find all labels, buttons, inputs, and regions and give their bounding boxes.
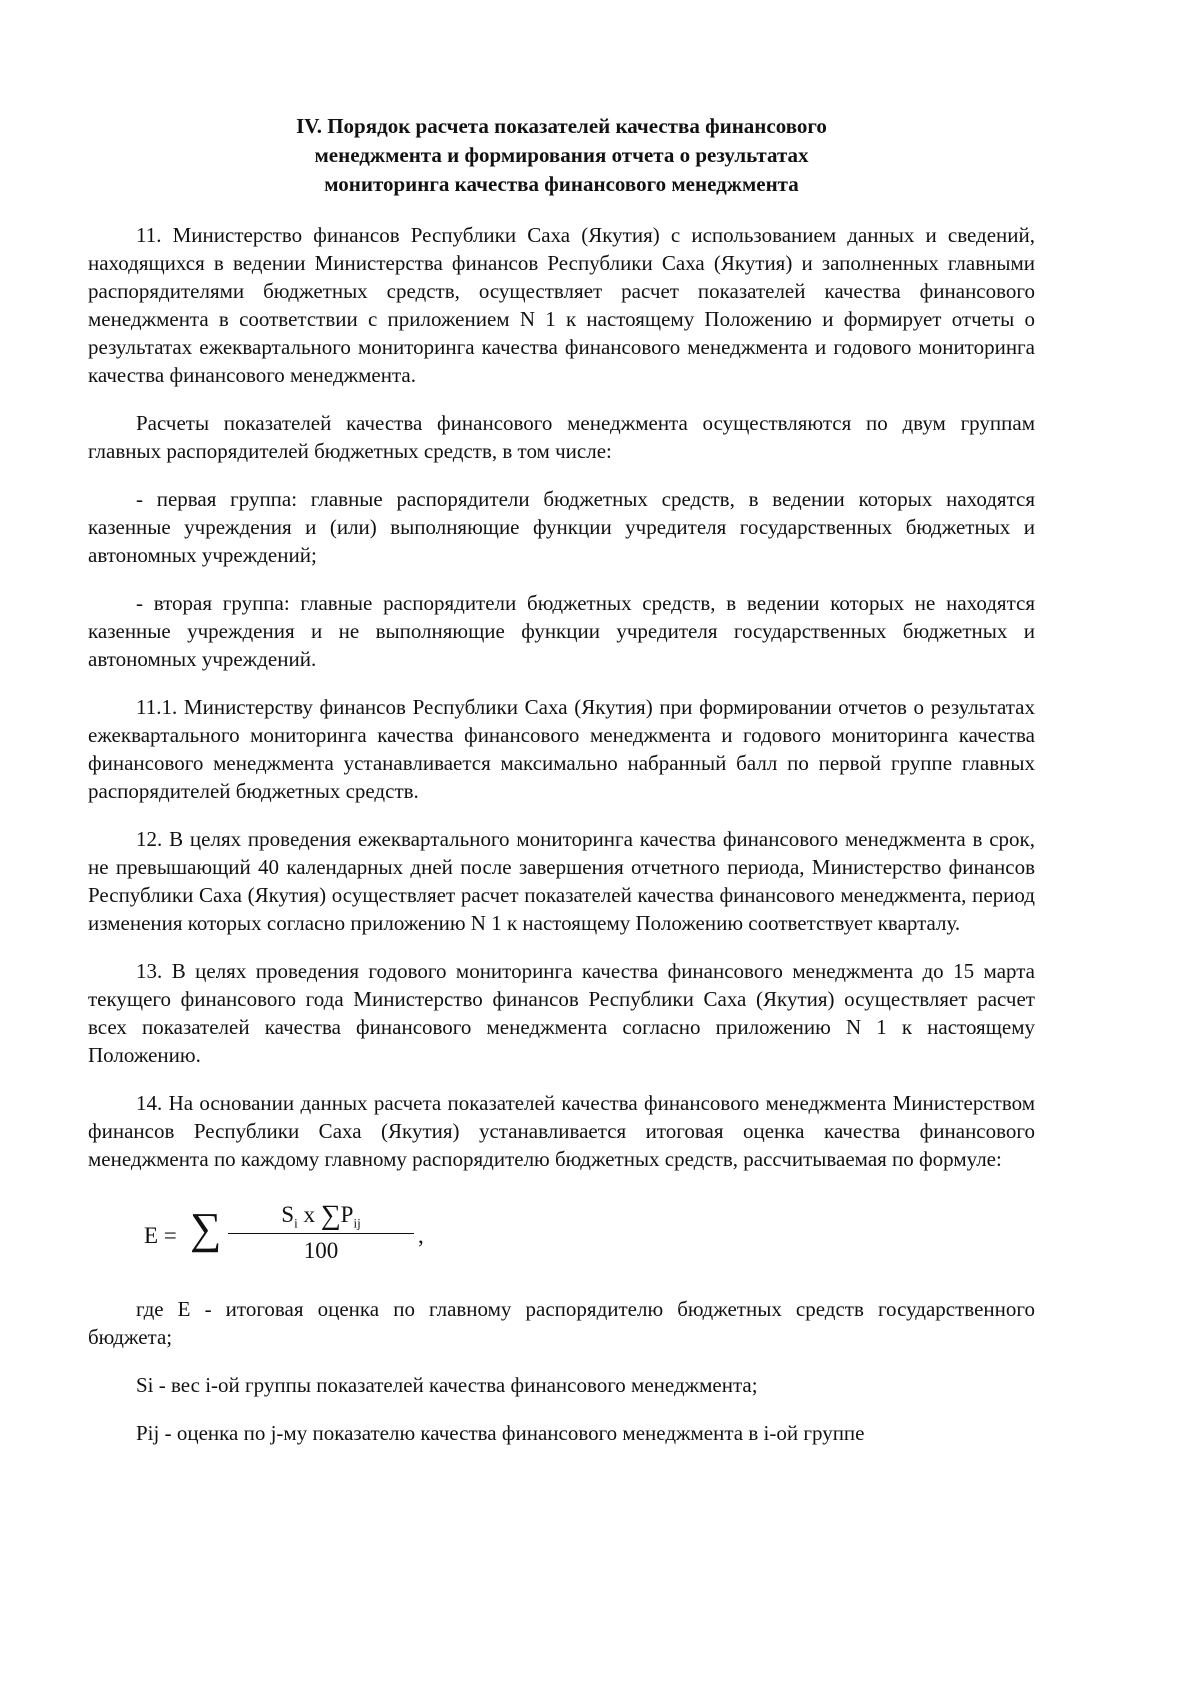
formula-p-subscript: ij [353,1215,361,1231]
formula-s-subscript: i [294,1215,298,1231]
formula-times: x [303,1202,315,1227]
document-page [88,112,1035,1467]
paragraph-14: 14. На основании данных расчета показателей качества финансового менеджмента Министерством финансов Республики Саха (Якутия) устанавливается итоговая оценка качества финансового менеджмента по каждому главному распорядителю бюджетных средств, рассчитываемая по формуле: [88,1091,1035,1171]
paragraph-13: 13. В целях проведения годового мониторинга качества финансового менеджмента до 15 марта текущего финансового года Министерство финансов Республики Саха (Якутия) осуществляет расчет всех показателей качества финансового менеджмента согласно приложению N 1 к настоящему Положению. [88,959,1035,1067]
formula-denominator: 100 [303,1238,339,1263]
paragraph-where-e: где E - итоговая оценка по главному распорядителю бюджетных средств государственного бюджета; [88,1297,1035,1349]
formula-p: P [340,1202,354,1227]
section-heading-line-2: менеджмента и формирования отчета о результатах [314,143,809,167]
paragraph-group-2: - вторая группа: главные распорядители бюджетных средств, в ведении которых не находятся казенные учреждения и не выполняющие функции учредителя государственных бюджетных и автономных учреждений. [88,591,1035,671]
paragraph-groups-intro: Расчеты показателей качества финансового менеджмента осуществляются по двум группам главных распорядителей бюджетных средств, в том числе: [88,411,1035,463]
formula-fraction [228,1199,414,1266]
formula-comma: , [418,1223,424,1248]
paragraph-12: 12. В целях проведения ежеквартального мониторинга качества финансового менеджмента в срок, не превышающий 40 календарных дней после завершения отчетного периода, Министерство финансов Республики Саха (Якутия) осуществляет расчет показателей качества финансового менеджмента, период изменения которых согласно приложению N 1 к настоящему Положению соответствует кварталу. [88,827,1035,935]
score-formula [88,1193,1035,1273]
section-heading [88,112,1035,199]
formula-numerator [228,1199,414,1231]
paragraph-11: 11. Министерство финансов Республики Саха (Якутия) с использованием данных и сведений, находящихся в ведении Министерства финансов Республики Саха (Якутия) и заполненных главными распорядителями бюджетных средств, осуществляет расчет показателей качества финансового менеджмента в соответствии с приложением N 1 к настоящему Положению и формирует отчеты о результатах ежеквартального мониторинга качества финансового менеджмента и годового мониторинга качества финансового менеджмента. [88,223,1035,387]
paragraph-11-1: 11.1. Министерству финансов Республики Саха (Якутия) при формировании отчетов о результатах ежеквартального мониторинга качества финансового менеджмента и годового мониторинга качества финансового менеджмента устанавливается максимально набранный балл по первой группе главных распорядителей бюджетных средств. [88,695,1035,803]
formula-fraction-bar [228,1233,414,1234]
formula-s: S [281,1202,295,1227]
paragraph-where-pij: Pij - оценка по j-му показателю качества финансового менеджмента в i-ой группе [136,1421,865,1445]
paragraph-group-1: - первая группа: главные распорядители бюджетных средств, в ведении которых находятся казенные учреждения и (или) выполняющие функции учредителя государственных бюджетных и автономных учреждений; [88,487,1035,567]
paragraph-where-si: Si - вес i-ой группы показателей качества финансового менеджмента; [136,1373,758,1397]
formula-inner-sum-sign: ∑ [320,1200,341,1231]
section-heading-line-3: мониторинга качества финансового менеджмента [324,172,799,196]
formula-lhs: E = [144,1223,177,1248]
formula-sum-sign: ∑ [190,1204,222,1253]
section-heading-line-1: IV. Порядок расчета показателей качества финансового [296,114,827,138]
